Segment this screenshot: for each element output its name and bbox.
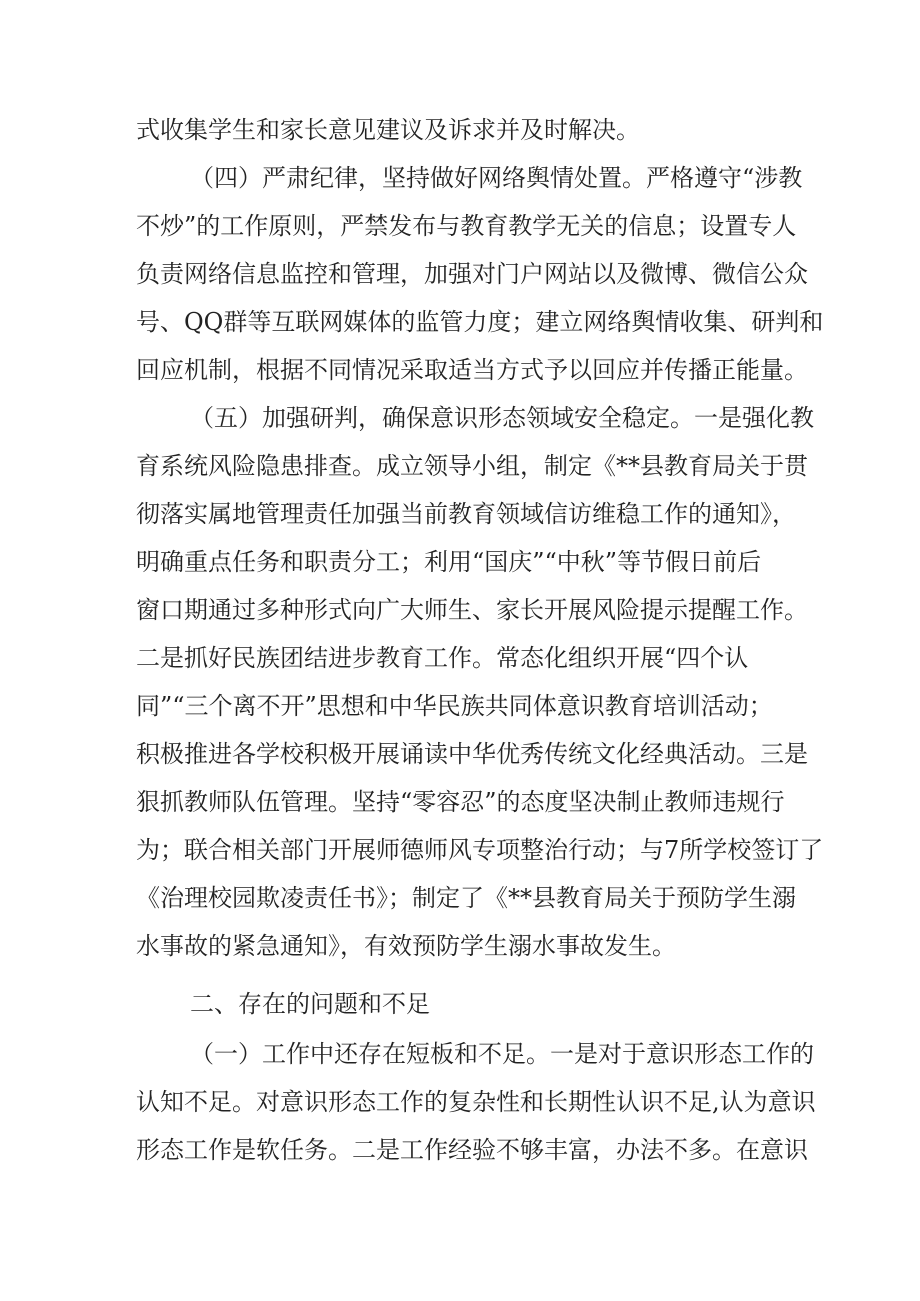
section-heading: 二、存在的问题和不足 [190,990,430,1018]
text-line: 不炒”的工作原则，严禁发布与教育教学无关的信息；设置专人 [136,212,797,240]
text-line: 明确重点任务和职责分工；利用“国庆”“中秋”等节假日前后 [136,548,762,576]
text-line: 育系统风险隐患排查。成立领导小组，制定《**县教育局关于贯 [136,452,808,480]
text-line: 同”“三个离不开”思想和中华民族共同体意识教育培训活动； [136,692,773,720]
text-line: 形态工作是软任务。二是工作经验不够丰富，办法不多。在意识 [136,1136,808,1164]
text-line: 彻落实属地管理责任加强当前教育领域信访维稳工作的通知》， [136,500,796,528]
text-line: 狠抓教师队伍管理。坚持“零容忍”的态度坚决制止教师违规行 [136,788,785,816]
text-line: 为；联合相关部门开展师德师风专项整治行动；与7所学校签订了 [136,836,824,864]
text-line: 式收集学生和家长意见建议及诉求并及时解决。 [136,116,640,144]
text-line: （四）严肃纪律，坚持做好网络舆情处置。严格遵守“涉教 [190,164,803,192]
text-line: 负责网络信息监控和管理，加强对门户网站以及微博、微信公众 [136,260,808,288]
text-line: 回应机制，根据不同情况采取适当方式予以回应并传播正能量。 [136,356,808,384]
text-line: 号、QQ群等互联网媒体的监管力度；建立网络舆情收集、研判和 [136,308,824,336]
text-line: 积极推进各学校积极开展诵读中华优秀传统文化经典活动。三是 [136,740,808,768]
text-line: 二是抓好民族团结进步教育工作。常态化组织开展“四个认 [136,644,749,672]
text-line: 《治理校园欺凌责任书》；制定了《**县教育局关于预防学生溺 [136,884,796,912]
text-line: （五）加强研判，确保意识形态领域安全稳定。一是强化教 [190,404,814,432]
text-line: 水事故的紧急通知》，有效预防学生溺水事故发生。 [136,932,676,960]
text-line: 认知不足。对意识形态工作的复杂性和长期性认识不足,认为意识 [136,1088,816,1116]
text-line: （一）工作中还存在短板和不足。一是对于意识形态工作的 [190,1040,814,1068]
text-line: 窗口期通过多种形式向广大师生、家长开展风险提示提醒工作。 [136,596,808,624]
